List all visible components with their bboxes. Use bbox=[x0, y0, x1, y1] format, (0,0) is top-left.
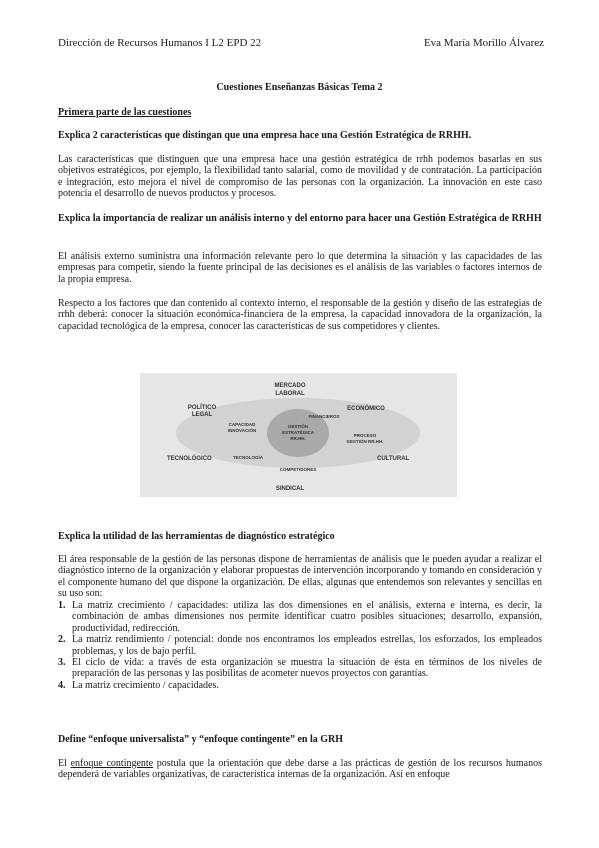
list-item-number: 4. bbox=[58, 679, 66, 691]
question-4-answer bbox=[58, 758, 542, 781]
label-tecnologico: TECNOLÓGICO bbox=[167, 456, 212, 462]
list-item-text: El ciclo de vida: a través de esta organización se muestra la situación de ésta en términos de los niveles de preparación de las personas y las posibilitas de acometer nuevos proyectos con garantías. bbox=[72, 657, 542, 680]
label-cultural: CULTURAL bbox=[377, 456, 410, 462]
list-item bbox=[58, 680, 542, 691]
question-3-title: Explica la utilidad de las herramientas de diagnóstico estratégico bbox=[58, 531, 335, 542]
answer-prefix: El bbox=[58, 758, 71, 769]
list-item-number: 1. bbox=[58, 600, 66, 611]
label-economico: ECONÓMICO bbox=[347, 406, 385, 412]
label-competidores: COMPETIDORES bbox=[279, 467, 317, 472]
answer-rest: postula que la orientación que debe darse a las prácticas de gestión de los recursos humanos dependerá de variables organizativas, de característica internas de la organización. Así en enfoque bbox=[58, 758, 542, 781]
question-2-title: Explica la importancia de realizar un análisis interno y del entorno para hacer una Gestión Estratégica de RRHH bbox=[58, 213, 542, 224]
core-line-2: ESTRATÉGICA bbox=[282, 430, 314, 435]
label-legal: LEGAL bbox=[191, 412, 213, 418]
list-item-text: La matriz crecimiento / capacidades: utiliza las dos dimensiones en el análisis, externa e interna, es decir, la combinación de ambas dimensiones nos permite identificar cuatro posibles situaciones; desarrollo, expansión, productividad, redirección. bbox=[72, 600, 542, 634]
label-politico: POLÍTICO bbox=[187, 405, 217, 411]
section-heading bbox=[58, 107, 542, 118]
list-item bbox=[58, 634, 542, 657]
list-item-number: 2. bbox=[58, 634, 66, 646]
question-4-title: Define “enfoque universalista” y “enfoque contingente” en la GRH bbox=[58, 734, 343, 745]
core-line-1: GESTIÓN bbox=[287, 424, 309, 429]
list-item bbox=[58, 600, 542, 634]
label-gestion-rrhh: GESTIÓN RR.HH. bbox=[346, 439, 384, 444]
label-laboral: LABORAL bbox=[275, 391, 305, 397]
list-item-text: La matriz crecimiento / capacidades. bbox=[72, 679, 219, 691]
core-line-3: RR.HH. bbox=[290, 436, 306, 441]
strategic-hr-context-diagram bbox=[140, 373, 457, 497]
question-3-list bbox=[58, 600, 542, 691]
label-capacidad: CAPACIDAD bbox=[228, 422, 256, 427]
question-1-answer: Las características que distinguen que una empresa hace una gestión estratégica de rrhh podemos basarlas en sus objetivos estratégicos, por ejemplo, la flexibilidad tanto salarial, como de movilidad y de contratación. La participación e integración, esto mejora el nivel de compromiso de las personas con la organización. La innovación en este caso potencia el desarrollo de nuevos productos y procesos. bbox=[58, 154, 542, 200]
document-title: Cuestiones Enseñanzas Básicas Tema 2 bbox=[216, 82, 383, 93]
label-tecnologia: TECNOLOGÍA bbox=[233, 455, 263, 460]
question-2-answer-paragraph-1: El análisis externo suministra una información relevante pero lo que determina la situación y las capacidades de las empresas para competir, siendo la fuente principal de las decisiones es el análisis de las variables o factores internos de la propia empresa. bbox=[58, 251, 542, 285]
list-item bbox=[58, 657, 542, 680]
underlined-term: enfoque contingente bbox=[70, 758, 154, 769]
label-proceso: PROCESO bbox=[353, 433, 377, 438]
list-item-number: 3. bbox=[58, 657, 66, 669]
label-financieros: FINANCIEROS bbox=[308, 414, 340, 419]
label-mercado: MERCADO bbox=[274, 383, 306, 389]
question-3-intro: El área responsable de la gestión de las personas dispone de herramientas de análisis que le pueden ayudar a realizar el diagnóstico interno de la organización y elaborar propuestas de intervención incorporando y tomando en consideración y el componente humano del que dispone la organización. De ellas, algunas que entendemos son relevantes y sencillas en su uso son: bbox=[58, 554, 542, 600]
question-1-title: Explica 2 características que distingan que una empresa hace una Gestión Estratégica de RRHH. bbox=[58, 130, 472, 141]
label-sindical: SINDICAL bbox=[275, 486, 305, 492]
list-item-text: La matriz rendimiento / potencial: donde nos encontramos los empleados estrellas, los esforzados, los empleados problemas, y los de bajo perfil. bbox=[72, 634, 542, 657]
section-title: Primera parte de las cuestiones bbox=[58, 107, 192, 118]
header-course: Dirección de Recursos Humanos I L2 EPD 22 bbox=[58, 37, 262, 49]
question-2-answer-paragraph-2: Respecto a los factores que dan contenido al contexto interno, el responsable de la gestión y diseño de las estrategias de rrhh deberá: conocer la situación económica-financiera de la empresa, la capacidad innovadora de la organización, la capacidad tecnológica de la empresa, conocer las características de sus competidores y clientes. bbox=[58, 298, 542, 332]
diagram-svg bbox=[140, 373, 457, 497]
header-author: Eva María Morillo Álvarez bbox=[423, 37, 544, 49]
label-innovacion: INNOVACIÓN bbox=[227, 428, 257, 433]
